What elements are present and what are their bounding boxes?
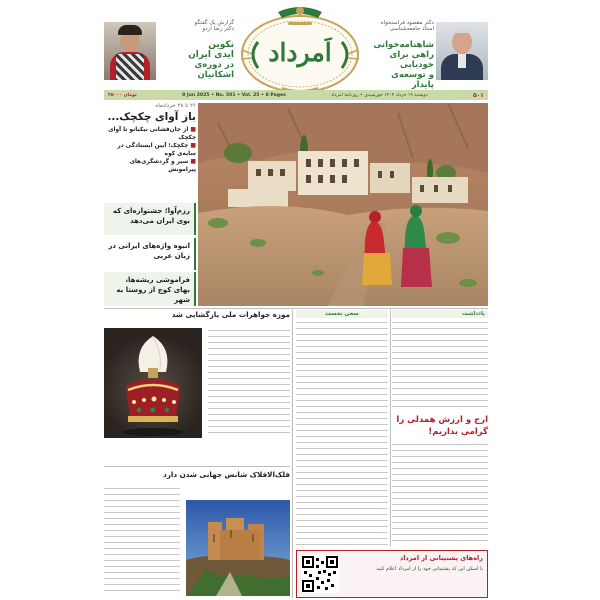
falak-story[interactable] <box>104 470 290 600</box>
support-title: راه‌های پشتیبانی از امرداد <box>399 554 483 562</box>
opinion-column[interactable] <box>392 310 488 546</box>
column-headline[interactable] <box>392 414 488 438</box>
museum-photo <box>104 328 202 438</box>
lead-item[interactable]: ■ چکچک؛ آیین ایستادگی در سایه‌ی کوه <box>104 142 196 158</box>
castle-photo-icon <box>186 500 290 596</box>
falak-body <box>104 488 180 596</box>
lead-item[interactable]: ■ از جان‌فشانی نیکبانو تا آوای چکچک <box>104 126 196 142</box>
lead-story-panel[interactable] <box>104 103 196 203</box>
portrait-left <box>104 22 156 80</box>
header-left-headline-2: ایدی ایران <box>188 50 234 60</box>
sidebar-story[interactable] <box>104 238 196 270</box>
header-right-text[interactable] <box>366 20 434 90</box>
header-left-headline-3: در دوره‌ی اشکانیان <box>194 60 234 80</box>
column-label: یادداشت <box>392 310 488 318</box>
header-right-headline-2: راهی برای خودیابی <box>389 50 434 70</box>
sidebar-story[interactable] <box>104 272 196 306</box>
sidebar-story-headline: انبوه واژه‌های ایرانی در زبان عربی <box>108 242 190 260</box>
issue-english: 9 Jun 2025 • No. 501 • Vol. 25 • 8 Pages <box>182 92 286 98</box>
village-photo-icon <box>198 103 488 306</box>
price-label: ۲۵۰۰۰ تومان <box>108 92 137 98</box>
header-right-headline-1: شاهنامه‌خوانی <box>373 40 434 50</box>
column-headline-2: گرامی بداریم! <box>428 427 488 437</box>
support-box[interactable] <box>296 550 488 598</box>
lead-photo <box>198 103 488 306</box>
column-body-top <box>392 322 488 410</box>
masthead-logo <box>238 2 362 94</box>
header-left-byline: دکتر رضا اردو <box>202 26 234 32</box>
sidebar-story-headline: فراموشی ریشه‌ها، بهای کوچ از روستا به شهر <box>116 276 190 304</box>
sidebar-story[interactable] <box>104 203 196 235</box>
masthead <box>0 0 600 100</box>
falak-headline: فلک‌الافلاک شانس جهانی شدن دارد <box>163 470 290 479</box>
header-left-kicker: گزارش یک گفتگو <box>194 20 234 26</box>
header-right-kicker: دکتر مقصود فراستخواه <box>380 20 434 26</box>
header-left-text[interactable] <box>156 20 234 80</box>
header-right-byline: استاد جامعه‌شناسی <box>389 26 434 32</box>
header-right-headline-3: و توسعه‌ی پایدار <box>391 70 434 90</box>
sidebar-story-headline: رزم‌آوا؛ جشنواره‌ای که بوی ایران می‌دهد <box>112 207 190 225</box>
masthead-title: اَمرداد <box>268 38 332 67</box>
editorial-column[interactable] <box>296 310 388 546</box>
qr-code-icon[interactable] <box>301 555 339 593</box>
portrait-right <box>436 22 488 80</box>
issue-number: ۵۰۱ <box>472 91 484 99</box>
museum-headline: موزه جواهرات ملی بازگشایی شد <box>171 310 290 319</box>
crown-icon <box>104 328 202 438</box>
editorial-label: سخن نخست <box>296 310 388 318</box>
issue-persian: دوشنبه ۱۹ خرداد ۱۴۰۴ خورشیدی • روزنامهٔ امرداد <box>331 92 428 98</box>
lead-headline: باز آوای چکچک... <box>107 111 196 123</box>
divider <box>104 308 488 309</box>
editorial-body <box>296 322 388 546</box>
divider <box>292 310 293 598</box>
column-headline-1: ارج و ارزش همدلی را <box>396 415 488 425</box>
falak-photo <box>186 500 290 596</box>
museum-story[interactable] <box>104 310 290 460</box>
divider <box>104 466 290 467</box>
header-left-headline-1: نکوین <box>208 40 234 50</box>
lead-item[interactable]: ■ سیر و گردشگری‌های پیرامونش <box>104 158 196 174</box>
museum-body <box>208 330 290 438</box>
lead-dateline: ۲۶ تا ۲۸ خرداد‌ماه <box>155 103 196 109</box>
divider <box>390 310 391 546</box>
column-body-bottom <box>392 444 488 546</box>
support-text: با اسکن این کد پشتیبانی خود را از امرداد اعلام کنید <box>376 566 483 572</box>
info-band <box>104 90 488 100</box>
